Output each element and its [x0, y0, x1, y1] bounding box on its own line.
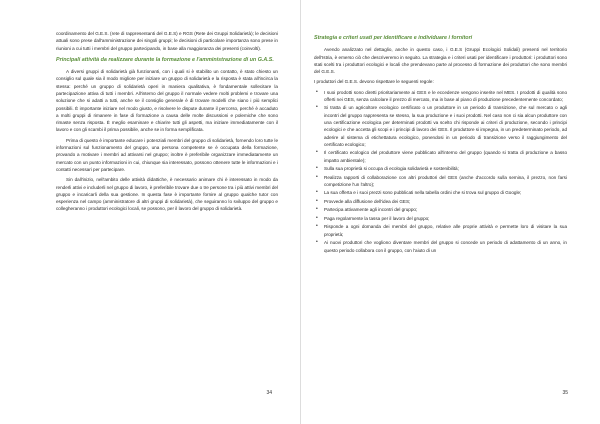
producer-rules-list: [314, 89, 567, 254]
right-paragraph-1: Avendo analizzato nel dettaglio, anche in questo caso, i G.E.S (Gruppi Ecologici Solidali) presenti nel territorio dell'Istria, è emerso ciò che descriveremo in seguito. La strategia e i criteri usati per identificare i produttori: i produttori sono stati scelti tra i produttori ecologici e locali che prendevano parte al processo di formazione dei produttori che sono membri del G.E.S.: [314, 47, 567, 75]
left-section-heading: Principali attività da realizzare durante la formazione e l'amministrazione di un G.A.S.: [56, 56, 274, 63]
right-column: [314, 30, 567, 255]
left-page-number: 34: [266, 390, 272, 396]
right-section-heading: Strategia e criteri usati per identificare e individuare i fornitori: [314, 35, 473, 41]
rule-item: • Paga regolarmente la tassa per il lavoro del gruppo;: [324, 215, 567, 222]
rule-item: • I suoi prodotti sono diretti prioritariamente ai GES e le eccedenze vengono inserite nel MES. I prodotti di qualità sono offerti nei GES, senza calcolare il prezzo di mercato, ma in base al piano di produzione precedentemente concordato;: [324, 89, 567, 104]
rule-item: • Partecipa attivamente agli incontri del gruppo;: [324, 206, 567, 213]
rule-item: • Realizza rapporti di collaborazione con altri produttori del GES (anche d'accordo sulla semina, il prezzo, non farsi competizione l'un l'altro);: [324, 174, 567, 189]
left-column: [56, 30, 278, 216]
rule-item: • Ai nuovi produttori che vogliono diventare membri del gruppo si concede un periodo di adattamento di un anno, in questo periodo collabora con il gruppo, con l'aiuto di un: [324, 239, 567, 254]
rule-item: • Il certificato ecologico del produttore viene pubblicato all'interno del gruppo (quando si tratta di produzione a basso impatto ambientale);: [324, 149, 567, 164]
left-paragraph-intro: coordinamento del G.E.S. (rete di rappresentanti del G.E.S) e RGS (Rete dei Gruppi Solidarietà); le decisioni attuali sono prese dall'amministrazione dei singoli gruppi; le decisioni di particolare importanza sono prese in riunioni a cui tutti i membri del gruppo partecipando, in base alla maggioranza dei presenti (coinvolti).: [56, 31, 278, 51]
left-paragraph-3: Sin dall'inizio, nell'ambito delle attività didattiche, è necessario animare chi è interessato in modo da renderli attivi e includerli nel gruppo di lavoro, è preferibile trovare due o tre persone tra i più attivi membri del gruppo e incaricarli della sua gestione. In questa fase è importante fornire al gruppo qualche tutor con esperienza nel campo (amministratore di altri gruppi di solidarietà), che seguiranno lo sviluppo del gruppo e collegheranno i produttori ecologici locali, se possono, per il lavoro del gruppo di solidarietà.: [56, 177, 278, 212]
left-paragraph-2: Prima di questo è importante educare i potenziali membri del gruppo di solidarietà, fornendo loro tutte le informazioni sul funzionamento del gruppo, una persona competente se è occupata della formazione, provando a motivare i membri ad attivarsi nel gruppo; inoltre è preferibile organizzare immediatamente un mercato con un punto informazioni in cui, chiunque sia interessato, possono ottenere tutte le informazioni e i contatti necessari per partecipare.: [56, 137, 278, 172]
right-paragraph-2: I produttori del G.E.S. devono rispettare le seguenti regole:: [314, 79, 434, 85]
rule-item: • La sua offerta e i suoi prezzi sono pubblicati nella tabella ordini che si trova sul gruppo di Google;: [324, 189, 567, 196]
left-paragraph-1: A diversi gruppi di solidarietà già funzionanti, con i quali si è stabilito un contatto, è stato chiesto un consiglio sul quale sia il modo migliore per iniziare un gruppo di solidarietà e la risposta è stata all'incirca la stessa: perché un gruppo di solidarietà operi in maniera qualitativa, è fondamentale sollecitare la partecipazione attiva di tutti i membri. All'interno del gruppo il normale vedere molti problemi e trovare una soluzione che si adatti a tutti, anche se il consiglio generale è di trovare modelli che siano i più semplici possibili. È importante iniziare nel modo giusto, e risolvere le dispute durante il percorso, perché è accaduto a molti gruppi di rimanere in fase di formazione a causa delle molte discussioni e polemiche che sono rimaste senza risposta. È meglio esaminare e chiarire tutti gli aspetti, ma iniziare immediatamente con il lavoro e con gli scambi il prima possibile, anche se in forma semplificata.: [56, 69, 278, 133]
rule-item: • Sulla sua proprietà si occupa di ecologia solidarietà e sostenibilità;: [324, 165, 567, 172]
right-page: [300, 0, 600, 424]
rule-item: • Provvede alla diffusione dell'idea dei GES;: [324, 198, 567, 205]
rule-item: • Risponde a ogni domanda dei membri del gruppo, relative alle proprie attività e permette loro di visitare la sua proprietà;: [324, 223, 567, 238]
rule-item: • Si tratta di un agricoltore ecologico certificato o un produttore in un periodo di transizione, che sul mercato o agli incontri del gruppo rappresenta se stesso, la sua produzione e i suoi prodotti. Nel caso non ci sia alcun produttore con una certificazione ecologica per determinati prodotti va scelto chi risponde ai criteri di produzione, secondo i principi ecologici e che accetta gli scopi e i principi di lavoro dei GES. Il produttore si impegna, in un predeterminato periodo, ad aderire al sistema di etichettatura ecologico, ponendosi in un periodo di transizione verso il raggiungimento del certificato ecologico;: [324, 104, 567, 148]
right-page-number: 35: [562, 390, 568, 396]
